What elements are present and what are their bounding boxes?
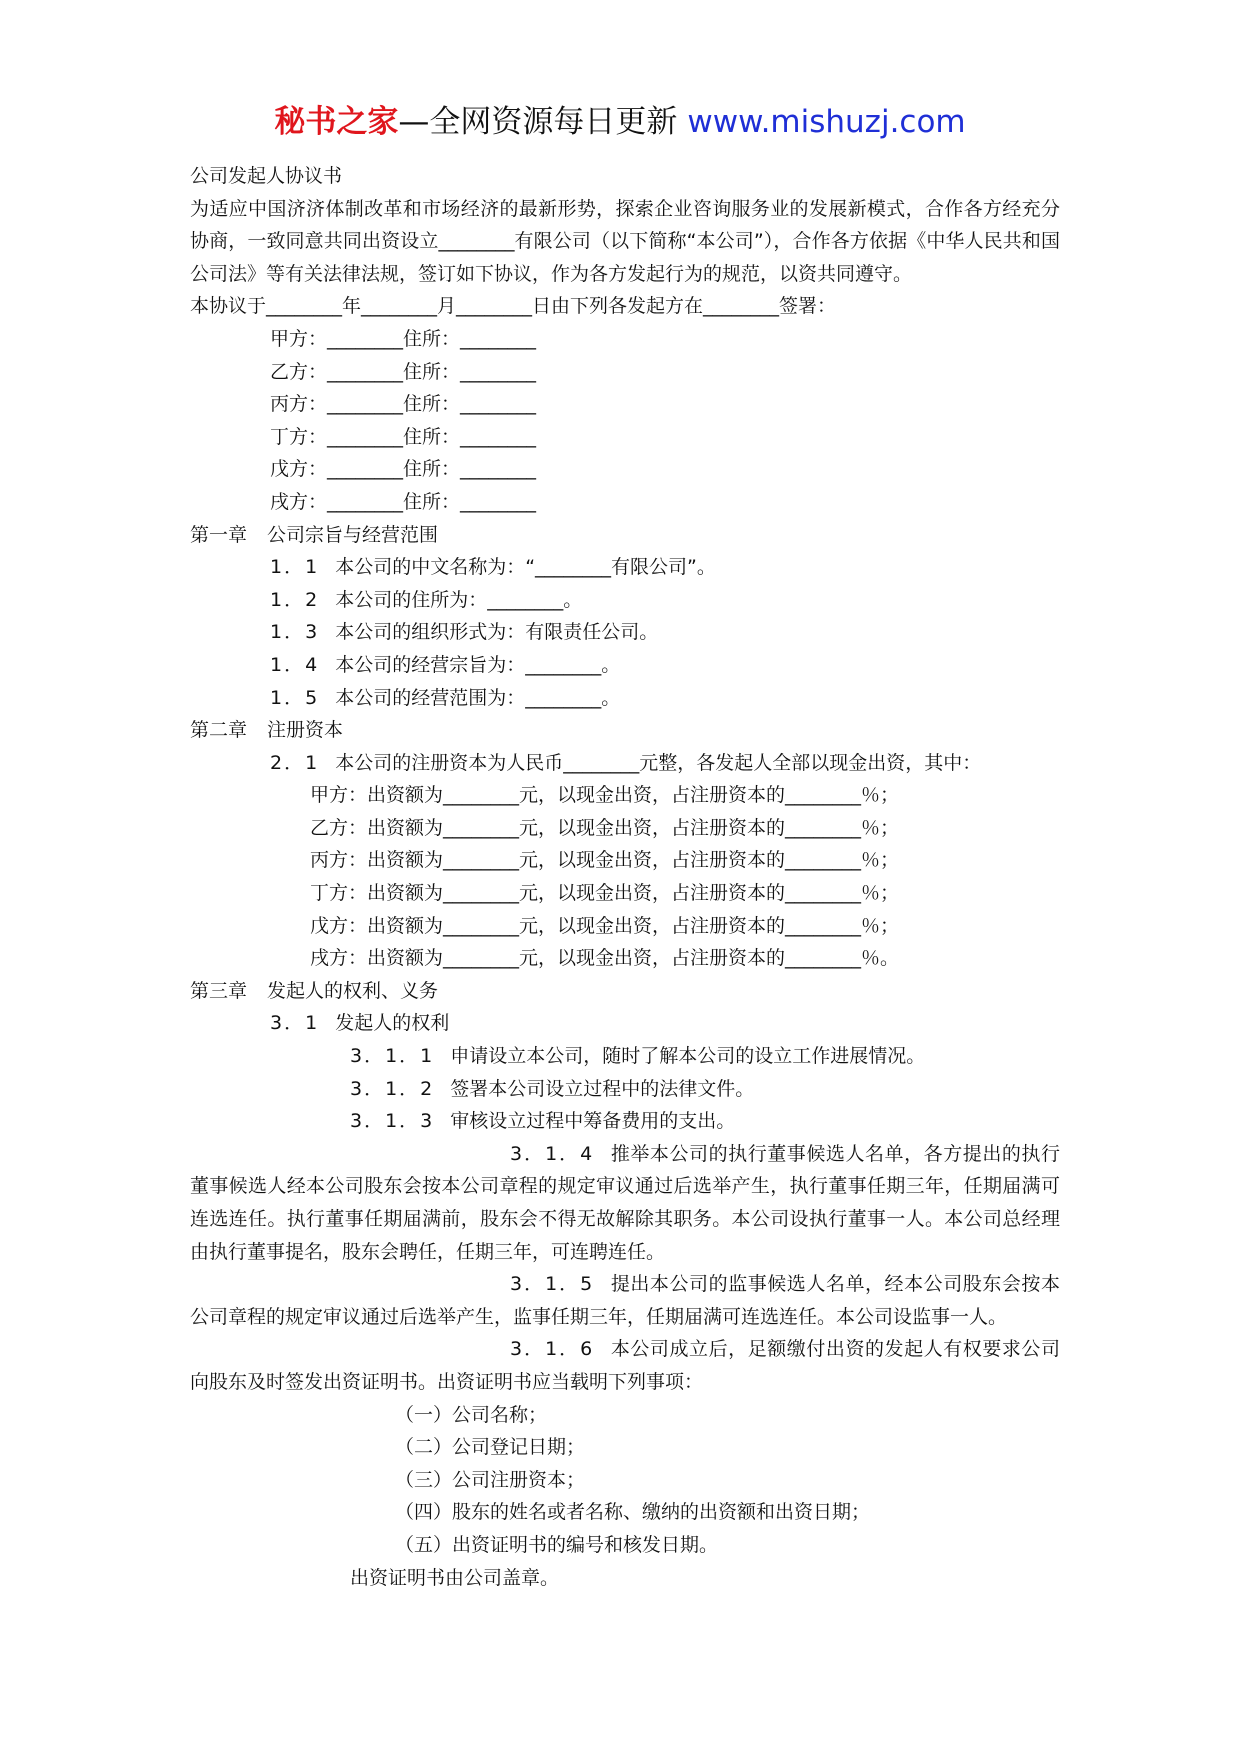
signing-line: 本协议于________年________月________日由下列各发起方在________签署： [190, 295, 837, 318]
chapter-heading [190, 519, 1060, 552]
subclause-text: 提出本公司的监事候选人名单，经本公司股东会按本公司章程的规定审议通过后选举产生，监事任期三年，任期届满可连选连任。本公司设监事一人。 [190, 1273, 1060, 1328]
subclause [190, 1105, 1060, 1138]
contribution-line: 甲方：出资额为________元，以现金出资，占注册资本的________％； [310, 784, 900, 807]
subclause-number: 3．1．1 [350, 1045, 435, 1068]
clause [190, 551, 1060, 584]
contribution-line: 戌方：出资额为________元，以现金出资，占注册资本的________％。 [310, 947, 900, 970]
chapter-title: 发起人的权利、义务 [267, 979, 439, 1002]
brand-name: 秘书之家 [274, 104, 399, 140]
clause [190, 616, 1060, 649]
clause-number: 1．3 [270, 621, 320, 644]
party-line: 戊方：________住所：________ [270, 458, 537, 481]
party-line: 戌方：________住所：________ [270, 490, 537, 513]
clause [190, 584, 1060, 617]
chapter-number: 第一章 [190, 523, 248, 546]
clause-text: 本公司的经营范围为：________。 [335, 686, 621, 709]
list-item: （三）公司注册资本； [395, 1468, 586, 1491]
subclause [190, 1073, 1060, 1106]
clause-text: 本公司的经营宗旨为：________。 [335, 653, 621, 676]
party-line: 丁方：________住所：________ [270, 425, 537, 448]
section-heading [190, 1007, 1060, 1040]
subclause-paragraph [190, 1333, 1060, 1398]
clause [190, 682, 1060, 715]
chapter-number: 第三章 [190, 979, 248, 1002]
subclause-number: 3．1．2 [350, 1077, 435, 1100]
site-banner [0, 100, 1240, 144]
contribution-line: 丁方：出资额为________元，以现金出资，占注册资本的________％； [310, 882, 900, 905]
subclause [190, 1040, 1060, 1073]
clause-text: 本公司的组织形式为：有限责任公司。 [335, 621, 659, 644]
contribution-line: 丙方：出资额为________元，以现金出资，占注册资本的________％； [310, 849, 900, 872]
subclause-text: 审核设立过程中筹备费用的支出。 [450, 1110, 736, 1133]
clause-number: 1．4 [270, 653, 320, 676]
subclause-text: 签署本公司设立过程中的法律文件。 [450, 1077, 755, 1100]
clause-text: 本公司的中文名称为：“________有限公司”。 [335, 556, 716, 579]
chapter-number: 第二章 [190, 719, 248, 742]
clause-number: 1．5 [270, 686, 320, 709]
subclause-number: 3．1．6 [510, 1338, 595, 1361]
party-line: 丙方：________住所：________ [270, 393, 537, 416]
contribution-line: 戊方：出资额为________元，以现金出资，占注册资本的________％； [310, 914, 900, 937]
site-url[interactable]: www.mishuzj.com [687, 104, 966, 140]
subclause-text: 本公司成立后，足额缴付出资的发起人有权要求公司向股东及时签发出资证明书。出资证明书应当载明下列事项： [190, 1338, 1060, 1393]
clause [190, 649, 1060, 682]
party-line: 甲方：________住所：________ [270, 327, 537, 350]
clause [190, 747, 1060, 780]
subclause-paragraph [190, 1138, 1060, 1268]
list-item: （五）出资证明书的编号和核发日期。 [395, 1533, 719, 1556]
chapter-heading [190, 975, 1060, 1008]
document-body [190, 160, 1060, 1594]
intro-paragraph: 为适应中国济济体制改革和市场经济的最新形势，探索企业咨询服务业的发展新模式，合作各方经充分协商，一致同意共同出资设立________有限公司（以下简称“本公司”），合作各方依据《中华人民共和国公司法》等有关法律法规，签订如下协议，作为各方发起行为的规范，以资共同遵守。 [190, 197, 1060, 285]
subclause-paragraph [190, 1268, 1060, 1333]
section-number: 3．1 [270, 1012, 320, 1035]
chapter-title: 注册资本 [267, 719, 344, 742]
clause-text: 本公司的注册资本为人民币________元整，各发起人全部以现金出资，其中： [335, 751, 982, 774]
chapter-heading [190, 714, 1060, 747]
clause-number: 1．1 [270, 556, 320, 579]
clause-number: 1．2 [270, 588, 320, 611]
list-item: （一）公司名称； [395, 1403, 548, 1426]
banner-slogan: —全网资源每日更新 [398, 104, 678, 140]
document-title: 公司发起人协议书 [190, 165, 343, 187]
party-line: 乙方：________住所：________ [270, 360, 537, 383]
chapter-title: 公司宗旨与经营范围 [267, 523, 439, 546]
list-item: （二）公司登记日期； [395, 1436, 586, 1459]
closing-line: 出资证明书由公司盖章。 [350, 1566, 560, 1589]
section-title: 发起人的权利 [335, 1012, 450, 1035]
list-item: （四）股东的姓名或者名称、缴纳的出资额和出资日期； [395, 1501, 871, 1524]
clause-number: 2．1 [270, 751, 320, 774]
clause-text: 本公司的住所为：________。 [335, 588, 583, 611]
subclause-number: 3．1．5 [510, 1273, 595, 1296]
subclause-text: 申请设立本公司，随时了解本公司的设立工作进展情况。 [450, 1045, 926, 1068]
subclause-number: 3．1．3 [350, 1110, 435, 1133]
subclause-text: 推举本公司的执行董事候选人名单，各方提出的执行董事候选人经本公司股东会按本公司章程的规定审议通过后选举产生，执行董事任期三年，任期届满可连选连任。执行董事任期届满前，股东会不得无故解除其职务。本公司设执行董事一人。本公司总经理由执行董事提名，股东会聘任，任期三年，可连聘连任。 [190, 1142, 1060, 1263]
contribution-line: 乙方：出资额为________元，以现金出资，占注册资本的________％； [310, 816, 900, 839]
subclause-number: 3．1．4 [510, 1142, 595, 1165]
